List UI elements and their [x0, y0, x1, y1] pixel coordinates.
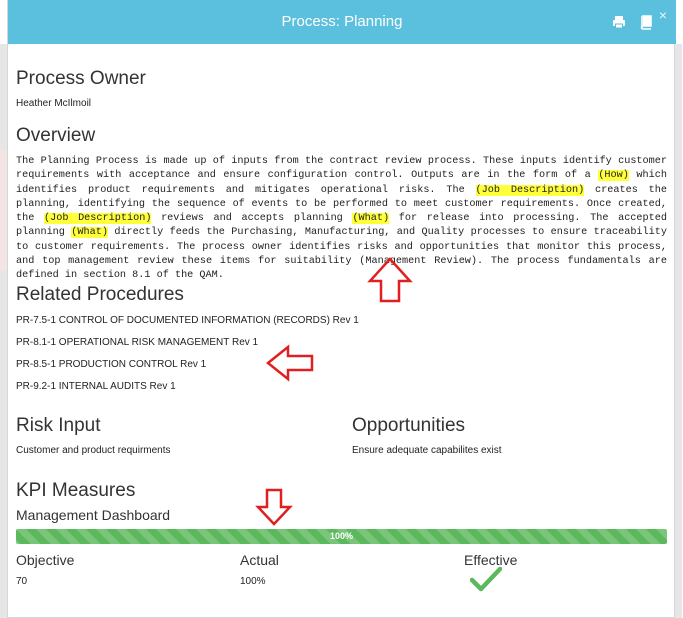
background-left [0, 44, 7, 618]
risk-input-heading: Risk Input [16, 415, 101, 436]
arrow-up-icon [367, 256, 413, 304]
effective-label: Effective [464, 552, 518, 568]
checkmark-icon [470, 566, 502, 592]
highlighted-term: (Job Description) [43, 213, 152, 225]
actual-label: Actual [240, 552, 279, 568]
related-procedures-heading: Related Procedures [16, 284, 184, 305]
process-owner-name: Heather McIlmoil [16, 98, 92, 109]
overview-segment: The Planning Process is made up of inputs from the contract review process. These inputs identify customer requirements with acceptance and ensure configuration control. Outputs are in the form of a [16, 156, 667, 182]
actual-value: 100% [240, 576, 266, 587]
highlighted-term: (Job Description) [475, 184, 585, 196]
arrow-left-icon [265, 344, 315, 382]
overview-segment: which identifies product requirements and mitigates operational risks. The [16, 170, 667, 196]
highlighted-term: (How) [598, 170, 629, 182]
background-peek [0, 150, 7, 270]
close-icon[interactable]: × [658, 7, 668, 23]
procedure-link[interactable]: PR-9.2-1 INTERNAL AUDITS Rev 1 [16, 381, 176, 392]
overview-segment: directly feeds the Purchasing, Manufacturing, and Quality processes to ensure traceability to customer requirements. The process owner identifies risks and opportunities that monitor this process, and top management review these items for suitability (Management Review). The process fundamentals are defined in section 8.1 of the QAM. [16, 227, 668, 282]
overview-segment: creates the planning, identifying the sequence of events to be performed to meet customer requirements. Once created, the [16, 184, 667, 225]
overview-segment: reviews and accepts planning [151, 213, 353, 225]
process-owner-heading: Process Owner [16, 68, 146, 89]
overview-segment: for release into processing. The accepted planning [16, 213, 667, 239]
kpi-progress-label: 100% [329, 531, 354, 541]
procedure-link[interactable]: PR-8.5-1 PRODUCTION CONTROL Rev 1 [16, 359, 207, 370]
process-dialog [7, 0, 675, 618]
arrow-down-icon [255, 487, 293, 527]
overview-text [16, 155, 667, 284]
dialog-header [8, 0, 676, 44]
procedure-link[interactable]: PR-8.1-1 OPERATIONAL RISK MANAGEMENT Rev 1 [16, 337, 259, 348]
overview-heading: Overview [16, 125, 96, 146]
highlighted-term: (What) [352, 213, 390, 225]
background-right [675, 44, 682, 618]
highlighted-term: (What) [71, 227, 108, 239]
print-icon[interactable] [611, 14, 627, 30]
objective-value: 70 [16, 576, 28, 587]
dialog-title: Process: Planning [281, 13, 403, 30]
opportunities-text: Ensure adequate capabilites exist [352, 445, 502, 456]
risk-input-text: Customer and product requirments [16, 445, 171, 456]
opportunities-heading: Opportunities [352, 415, 466, 436]
procedure-link[interactable]: PR-7.5-1 CONTROL OF DOCUMENTED INFORMATION (RECORDS) Rev 1 [16, 315, 359, 326]
kpi-measures-heading: KPI Measures [16, 480, 136, 501]
objective-label: Objective [16, 552, 75, 568]
book-icon[interactable] [638, 14, 654, 30]
kpi-progress-bar [16, 529, 667, 544]
dashboard-label: Management Dashboard [16, 507, 171, 523]
